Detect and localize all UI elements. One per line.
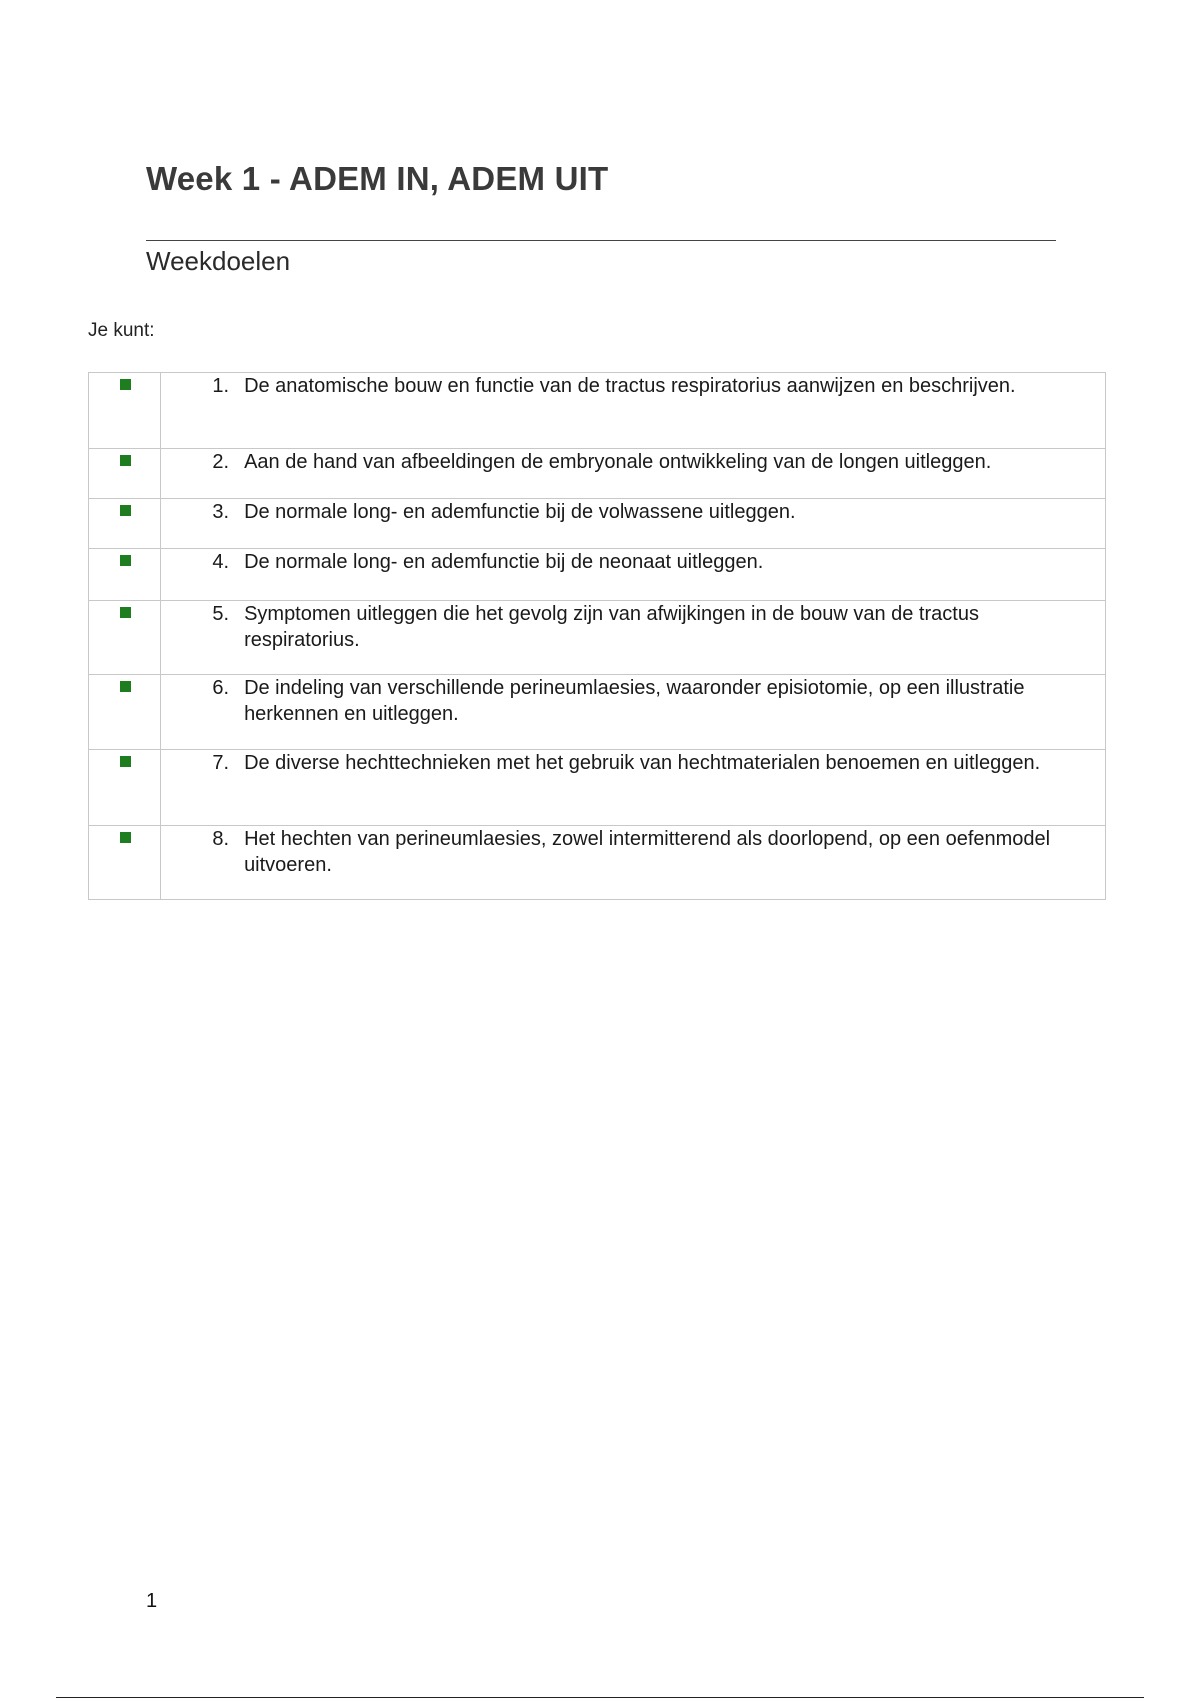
goal-text-cell <box>161 449 1106 499</box>
goal-text: De indeling van verschillende perineumlaesies, waaronder episiotomie, op een illustratie herkennen en uitleggen. <box>244 677 1025 725</box>
goal-marker-cell <box>89 826 161 900</box>
goal-number: 2. <box>212 451 230 473</box>
page-title: Week 1 - ADEM IN, ADEM UIT <box>146 160 609 197</box>
goal-marker-cell <box>89 373 161 449</box>
goal-text-cell <box>161 750 1106 826</box>
title-divider <box>146 240 1056 241</box>
goal-text: Het hechten van perineumlaesies, zowel intermitterend als doorlopend, op een oefenmodel uitvoeren. <box>244 828 1051 876</box>
goal-number: 1. <box>212 375 230 397</box>
goal-text-cell <box>161 826 1106 900</box>
goal-row <box>89 826 1106 900</box>
green-square-bullet-icon <box>120 555 131 566</box>
green-square-bullet-icon <box>120 455 131 466</box>
section-heading: Weekdoelen <box>146 246 291 276</box>
green-square-bullet-icon <box>120 681 131 692</box>
goal-marker-cell <box>89 549 161 601</box>
footer-divider <box>56 1697 1144 1698</box>
goal-number: 5. <box>212 603 230 625</box>
goals-table <box>88 372 1106 900</box>
green-square-bullet-icon <box>120 832 131 843</box>
goal-number: 7. <box>212 752 230 774</box>
goal-number: 3. <box>212 501 230 523</box>
goal-number: 4. <box>212 551 230 573</box>
page-number: 1 <box>146 1590 158 1612</box>
goal-row <box>89 601 1106 675</box>
goal-text-cell <box>161 549 1106 601</box>
goal-text-cell <box>161 601 1106 675</box>
goal-marker-cell <box>89 601 161 675</box>
goal-text-cell <box>161 373 1106 449</box>
goal-text: Symptomen uitleggen die het gevolg zijn van afwijkingen in de bouw van de tractus respiratorius. <box>244 603 979 651</box>
goal-row <box>89 449 1106 499</box>
goal-text: De normale long- en ademfunctie bij de volwassene uitleggen. <box>244 501 796 523</box>
goal-row <box>89 675 1106 750</box>
goal-number: 6. <box>212 677 230 699</box>
goal-text-cell <box>161 675 1106 750</box>
goal-marker-cell <box>89 750 161 826</box>
green-square-bullet-icon <box>120 607 131 618</box>
goal-number: 8. <box>212 828 230 850</box>
green-square-bullet-icon <box>120 505 131 516</box>
intro-text: Je kunt: <box>88 320 155 341</box>
goal-row <box>89 750 1106 826</box>
goal-row <box>89 373 1106 449</box>
goal-marker-cell <box>89 449 161 499</box>
goal-row <box>89 549 1106 601</box>
goal-text: De diverse hechttechnieken met het gebruik van hechtmaterialen benoemen en uitleggen. <box>244 752 1041 774</box>
goal-marker-cell <box>89 675 161 750</box>
goal-text-cell <box>161 499 1106 549</box>
goal-marker-cell <box>89 499 161 549</box>
goal-text: De anatomische bouw en functie van de tractus respiratorius aanwijzen en beschrijven. <box>244 375 1016 397</box>
green-square-bullet-icon <box>120 379 131 390</box>
goal-row <box>89 499 1106 549</box>
goal-text: Aan de hand van afbeeldingen de embryonale ontwikkeling van de longen uitleggen. <box>244 451 992 473</box>
green-square-bullet-icon <box>120 756 131 767</box>
goal-text: De normale long- en ademfunctie bij de neonaat uitleggen. <box>244 551 764 573</box>
